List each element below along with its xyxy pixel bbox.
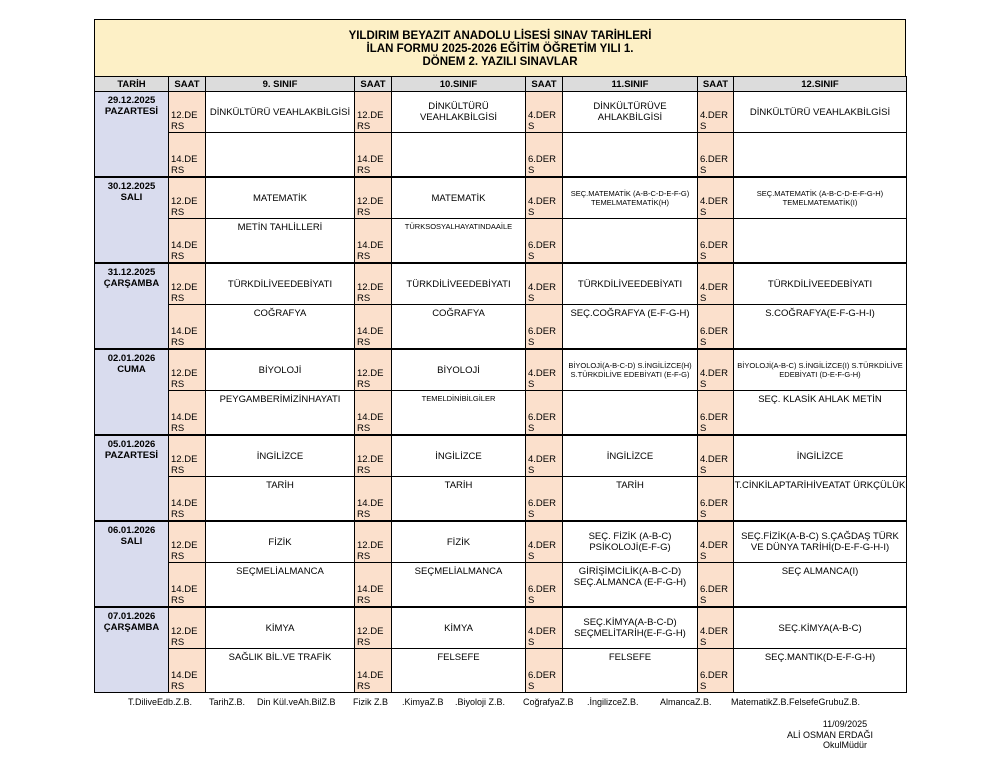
exam-time: 4.DER S — [526, 435, 563, 477]
exam-time: 12.DE RS — [355, 607, 392, 649]
exam-subject: SEÇ.COĞRAFYA (E-F-G-H) — [563, 305, 698, 350]
header-grade-12: 12.SINIF — [734, 77, 907, 92]
schedule-row — [95, 391, 907, 436]
signer-name: ALİ OSMAN ERDAĞI — [786, 729, 874, 740]
exam-time: 14.DE RS — [355, 391, 392, 436]
header-date: TARİH — [95, 77, 169, 92]
header-grade-11: 11.SINIF — [563, 77, 698, 92]
schedule-row — [95, 435, 907, 477]
header-time: SAAT — [355, 77, 392, 92]
exam-time: 14.DE RS — [355, 477, 392, 522]
exam-subject: SEÇ.KİMYA(A-B-C) — [734, 607, 907, 649]
exam-time: 12.DE RS — [169, 92, 206, 133]
schedule-row — [95, 219, 907, 264]
exam-time: 14.DE RS — [355, 305, 392, 350]
title-line-3: DÖNEM 2. YAZILI SINAVLAR — [422, 55, 578, 68]
exam-subject: FELSEFE — [392, 649, 526, 693]
header-grade-10: 10.SINIF — [392, 77, 526, 92]
exam-time: 6.DER S — [526, 305, 563, 350]
signer-role: OkulMüdür — [822, 740, 867, 750]
exam-subject: COĞRAFYA — [392, 305, 526, 350]
exam-subject: BİYOLOJİ — [392, 349, 526, 391]
exam-subject: TARİH — [392, 477, 526, 522]
header-time: SAAT — [698, 77, 734, 92]
exam-day: PAZARTESİ — [104, 450, 159, 461]
exam-time: 4.DER S — [698, 607, 734, 649]
exam-time: 4.DER S — [698, 263, 734, 305]
exam-subject: SEÇ.MATEMATİK (A-B-C-D-E-F-G) TEMELMATEMATİK(H) — [563, 177, 698, 219]
exam-time: 14.DE RS — [169, 477, 206, 522]
exam-subject: TÜRKSOSYALHAYATINDAAİLE — [392, 219, 526, 264]
date-cell — [95, 607, 169, 693]
exam-time: 14.DE RS — [169, 219, 206, 264]
footer-item: Din Kül.veAh.BilZ.B — [257, 697, 336, 707]
header-grade-9: 9. SINIF — [206, 77, 355, 92]
exam-subject: METİN TAHLİLLERİ — [206, 219, 355, 264]
exam-time: 14.DE RS — [355, 649, 392, 693]
exam-date: 02.01.2026 — [107, 353, 156, 364]
schedule-row — [95, 177, 907, 219]
exam-subject: FİZİK — [206, 521, 355, 563]
exam-time: 6.DER S — [526, 133, 563, 178]
exam-day: ÇARŞAMBA — [103, 622, 160, 633]
exam-time: 4.DER S — [698, 521, 734, 563]
exam-time: 14.DE RS — [355, 133, 392, 178]
exam-subject: GİRİŞİMCİLİK(A-B-C-D) SEÇ.ALMANCA (E-F-G-H) — [563, 563, 698, 608]
exam-time: 4.DER S — [526, 177, 563, 219]
exam-subject — [563, 391, 698, 436]
exam-time: 12.DE RS — [355, 92, 392, 133]
exam-subject: FELSEFE — [563, 649, 698, 693]
exam-subject: TÜRKDİLİVEEDEBİYATI — [734, 263, 907, 305]
exam-time: 6.DER S — [698, 219, 734, 264]
exam-subject: SEÇ.MANTIK(D-E-F-G-H) — [734, 649, 907, 693]
date-cell — [95, 177, 169, 263]
exam-time: 6.DER S — [526, 391, 563, 436]
schedule-row — [95, 563, 907, 608]
exam-time: 4.DER S — [526, 521, 563, 563]
exam-subject: KİMYA — [206, 607, 355, 649]
exam-date: 06.01.2026 — [107, 525, 156, 536]
exam-time: 14.DE RS — [169, 133, 206, 178]
exam-time: 12.DE RS — [355, 521, 392, 563]
footer-item: T.DiliveEdb.Z.B. — [128, 697, 193, 707]
footer-item: .Biyoloji Z.B. — [455, 697, 506, 707]
exam-time: 12.DE RS — [355, 177, 392, 219]
exam-day: PAZARTESİ — [104, 106, 159, 117]
exam-subject — [563, 133, 698, 178]
exam-subject — [392, 133, 526, 178]
exam-subject — [563, 219, 698, 264]
title-line-2: İLAN FORMU 2025-2026 EĞİTİM ÖĞRETİM YILI 1. — [366, 42, 634, 55]
header-time: SAAT — [169, 77, 206, 92]
exam-time: 12.DE RS — [169, 435, 206, 477]
exam-time: 6.DER S — [526, 563, 563, 608]
exam-subject: MATEMATİK — [392, 177, 526, 219]
exam-subject: TÜRKDİLİVEEDEBİYATI — [392, 263, 526, 305]
title-line-1: YILDIRIM BEYAZIT ANADOLU LİSESİ SINAV TARİHLERİ — [348, 29, 652, 42]
exam-subject: BİYOLOJİ(A-B-C) S.İNGİLİZCE(I) S.TÜRKDİLİVE EDEBİYATI (D-E-F-G-H) — [734, 349, 907, 391]
exam-time: 12.DE RS — [169, 521, 206, 563]
exam-subject: SEÇ.FİZİK(A-B-C) S.ÇAĞDAŞ TÜRK VE DÜNYA TARİHİ(D-E-F-G-H-I) — [734, 521, 907, 563]
exam-subject: KİMYA — [392, 607, 526, 649]
exam-subject: İNGİLİZCE — [563, 435, 698, 477]
footer-item: MatematikZ.B.FelsefeGrubuZ.B. — [731, 697, 861, 707]
date-cell — [95, 521, 169, 607]
exam-subject: SEÇ.MATEMATİK (A-B-C-D-E-F-G-H) TEMELMATEMATİK(I) — [734, 177, 907, 219]
schedule-row — [95, 263, 907, 305]
exam-day: CUMA — [117, 364, 146, 375]
exam-subject: TARİH — [206, 477, 355, 522]
schedule-row — [95, 477, 907, 522]
exam-schedule-sheet — [94, 19, 906, 693]
exam-date: 07.01.2026 — [107, 611, 156, 622]
schedule-row — [95, 649, 907, 693]
exam-subject: SEÇ. FİZİK (A-B-C) PSİKOLOJİ(E-F-G) — [563, 521, 698, 563]
exam-subject: S.COĞRAFYA(E-F-G-H-I) — [734, 305, 907, 350]
exam-time: 12.DE RS — [355, 349, 392, 391]
exam-time: 6.DER S — [698, 649, 734, 693]
exam-date: 29.12.2025 — [107, 95, 156, 106]
exam-date: 30.12.2025 — [107, 181, 156, 192]
exam-subject: TARİH — [563, 477, 698, 522]
exam-time: 4.DER S — [698, 435, 734, 477]
exam-date: 31.12.2025 — [107, 267, 156, 278]
date-cell — [95, 349, 169, 435]
exam-subject: SEÇ ALMANCA(I) — [734, 563, 907, 608]
exam-time: 6.DER S — [698, 305, 734, 350]
exam-time: 12.DE RS — [169, 349, 206, 391]
exam-time: 6.DER S — [698, 477, 734, 522]
exam-subject: TEMELDİNİBİLGİLER — [392, 391, 526, 436]
exam-time: 12.DE RS — [355, 263, 392, 305]
exam-time: 4.DER S — [526, 349, 563, 391]
exam-subject: İNGİLİZCE — [734, 435, 907, 477]
exam-subject — [734, 133, 907, 178]
exam-subject: MATEMATİK — [206, 177, 355, 219]
exam-date: 05.01.2026 — [107, 439, 156, 450]
exam-time: 14.DE RS — [169, 563, 206, 608]
exam-time: 6.DER S — [698, 133, 734, 178]
signature-block — [770, 719, 890, 751]
footer-item: .KimyaZ.B — [402, 697, 444, 707]
footer-item: .İngilizceZ.B. — [587, 697, 639, 707]
schedule-row — [95, 607, 907, 649]
schedule-row — [95, 92, 907, 133]
date-cell — [95, 435, 169, 521]
exam-time: 4.DER S — [526, 263, 563, 305]
exam-time: 4.DER S — [526, 92, 563, 133]
exam-time: 12.DE RS — [169, 177, 206, 219]
exam-subject: BİYOLOJİ — [206, 349, 355, 391]
exam-subject: DİNKÜLTÜRÜ VEAHLAKBİLGİSİ — [392, 92, 526, 133]
exam-time: 12.DE RS — [169, 263, 206, 305]
exam-time: 4.DER S — [698, 177, 734, 219]
exam-schedule-table — [94, 76, 907, 693]
schedule-row — [95, 133, 907, 178]
exam-subject: BİYOLOJİ(A-B-C-D) S.İNGİLİZCE(H) S.TÜRKDİLİVE EDEBİYATI (E-F-G) — [563, 349, 698, 391]
footer-item: CoğrafyaZ.B — [523, 697, 574, 707]
exam-time: 6.DER S — [526, 477, 563, 522]
exam-day: ÇARŞAMBA — [103, 278, 160, 289]
exam-subject: PEYGAMBERİMİZİNHAYATI — [206, 391, 355, 436]
footer-item: TarihZ.B. — [209, 697, 246, 707]
exam-time: 14.DE RS — [169, 649, 206, 693]
schedule-title — [94, 19, 906, 76]
schedule-row — [95, 305, 907, 350]
exam-time: 6.DER S — [698, 563, 734, 608]
schedule-row — [95, 521, 907, 563]
exam-time: 12.DE RS — [355, 435, 392, 477]
exam-subject: TÜRKDİLİVEEDEBİYATI — [563, 263, 698, 305]
exam-time: 14.DE RS — [355, 219, 392, 264]
exam-time: 4.DER S — [698, 92, 734, 133]
exam-subject: COĞRAFYA — [206, 305, 355, 350]
exam-time: 14.DE RS — [355, 563, 392, 608]
exam-day: SALI — [120, 536, 143, 547]
exam-time: 14.DE RS — [169, 305, 206, 350]
exam-day: SALI — [120, 192, 143, 203]
header-row — [95, 77, 907, 92]
schedule-row — [95, 349, 907, 391]
exam-subject: SEÇMELİALMANCA — [206, 563, 355, 608]
exam-subject: SEÇ.KİMYA(A-B-C-D) SEÇMELİTARİH(E-F-G-H) — [563, 607, 698, 649]
exam-subject: İNGİLİZCE — [392, 435, 526, 477]
exam-subject: TÜRKDİLİVEEDEBİYATI — [206, 263, 355, 305]
date-cell — [95, 92, 169, 178]
date-cell — [95, 263, 169, 349]
exam-time: 14.DE RS — [169, 391, 206, 436]
exam-subject: DİNKÜLTÜRÜ VEAHLAKBİLGİSİ — [734, 92, 907, 133]
exam-subject: SAĞLIK BİL.VE TRAFİK — [206, 649, 355, 693]
signature-date: 11/09/2025 — [822, 719, 868, 729]
exam-time: 6.DER S — [526, 219, 563, 264]
exam-time: 12.DE RS — [169, 607, 206, 649]
exam-time: 4.DER S — [698, 349, 734, 391]
exam-subject: FİZİK — [392, 521, 526, 563]
exam-time: 6.DER S — [526, 649, 563, 693]
exam-subject: SEÇ. KLASİK AHLAK METİN — [734, 391, 907, 436]
footer-item: Fizik Z.B — [353, 697, 388, 707]
exam-time: 6.DER S — [698, 391, 734, 436]
exam-subject — [206, 133, 355, 178]
exam-subject: İNGİLİZCE — [206, 435, 355, 477]
exam-subject: DİNKÜLTÜRÜVE AHLAKBİLGİSİ — [563, 92, 698, 133]
exam-subject: T.CİNKİLAPTARİHİVEATAT ÜRKÇÜLÜK — [734, 477, 907, 522]
exam-subject: SEÇMELİALMANCA — [392, 563, 526, 608]
footer-item: AlmancaZ.B. — [660, 697, 712, 707]
exam-time: 4.DER S — [526, 607, 563, 649]
header-time: SAAT — [526, 77, 563, 92]
exam-subject — [734, 219, 907, 264]
exam-subject: DİNKÜLTÜRÜ VEAHLAKBİLGİSİ — [206, 92, 355, 133]
